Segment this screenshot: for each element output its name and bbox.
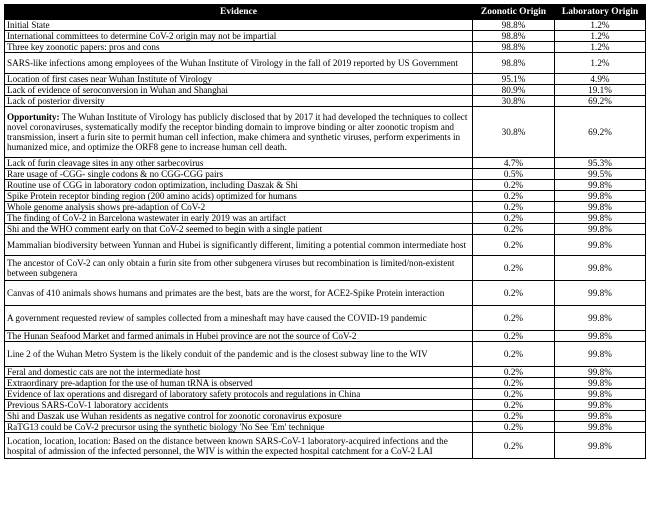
table-row xyxy=(5,169,646,180)
evidence-table xyxy=(4,4,646,459)
zoonotic-origin-column-header: Zoonotic Origin xyxy=(473,5,555,20)
laboratory-origin-cell: 99.8% xyxy=(555,331,646,342)
zoonotic-origin-cell: 0.2% xyxy=(473,378,555,389)
evidence-cell-text: Initial State xyxy=(7,20,50,30)
evidence-cell xyxy=(5,53,473,74)
laboratory-origin-cell: 1.2% xyxy=(555,20,646,31)
zoonotic-origin-cell: 4.7% xyxy=(473,158,555,169)
evidence-cell-text: A government requested review of samples collected from a mineshaft may have caused the COVID-19 pandemic xyxy=(7,313,427,323)
table-row xyxy=(5,224,646,235)
evidence-cell xyxy=(5,342,473,367)
table-row xyxy=(5,281,646,306)
zoonotic-origin-cell: 98.8% xyxy=(473,20,555,31)
evidence-cell-text: Rare usage of -CGG- single codons & no CGG-CGG pairs xyxy=(7,169,224,179)
zoonotic-origin-cell: 0.2% xyxy=(473,400,555,411)
table-row xyxy=(5,96,646,107)
zoonotic-origin-cell: 80.9% xyxy=(473,85,555,96)
evidence-cell xyxy=(5,158,473,169)
zoonotic-origin-cell: 0.2% xyxy=(473,191,555,202)
evidence-cell-text: The ancestor of CoV-2 can only obtain a furin site from other subgenera viruses but recombination is limited/non-existent between subgenera xyxy=(7,258,455,278)
zoonotic-origin-cell: 30.8% xyxy=(473,96,555,107)
evidence-cell xyxy=(5,96,473,107)
laboratory-origin-cell: 99.8% xyxy=(555,256,646,281)
evidence-cell xyxy=(5,411,473,422)
table-row xyxy=(5,158,646,169)
zoonotic-origin-cell: 0.2% xyxy=(473,213,555,224)
zoonotic-origin-cell: 0.2% xyxy=(473,367,555,378)
table-row xyxy=(5,20,646,31)
laboratory-origin-cell: 99.8% xyxy=(555,191,646,202)
laboratory-origin-cell: 1.2% xyxy=(555,31,646,42)
zoonotic-origin-cell: 98.8% xyxy=(473,53,555,74)
zoonotic-origin-cell: 0.2% xyxy=(473,306,555,331)
evidence-cell xyxy=(5,224,473,235)
evidence-cell xyxy=(5,306,473,331)
laboratory-origin-cell: 99.8% xyxy=(555,224,646,235)
zoonotic-origin-cell: 0.2% xyxy=(473,433,555,459)
evidence-cell-text: Shi and Daszak use Wuhan residents as negative control for zoonotic coronavirus exposure xyxy=(7,411,342,421)
laboratory-origin-cell: 99.8% xyxy=(555,389,646,400)
table-row xyxy=(5,411,646,422)
table-row xyxy=(5,107,646,158)
laboratory-origin-cell: 99.8% xyxy=(555,422,646,433)
table-header-row xyxy=(5,5,646,20)
table-row xyxy=(5,433,646,459)
evidence-cell-text: Previous SARS-CoV-1 laboratory accidents xyxy=(7,400,169,410)
table-row xyxy=(5,422,646,433)
zoonotic-origin-cell: 0.2% xyxy=(473,256,555,281)
evidence-cell-text: SARS-like infections among employees of the Wuhan Institute of Virology in the fall of 2019 reported by US Government xyxy=(7,58,458,68)
table-row xyxy=(5,331,646,342)
evidence-table-container xyxy=(4,4,645,459)
table-row xyxy=(5,378,646,389)
laboratory-origin-cell: 99.8% xyxy=(555,306,646,331)
evidence-cell xyxy=(5,42,473,53)
evidence-cell-text: Evidence of lax operations and disregard of laboratory safety protocols and regulations in China xyxy=(7,389,361,399)
laboratory-origin-cell: 99.8% xyxy=(555,281,646,306)
laboratory-origin-cell: 99.8% xyxy=(555,180,646,191)
evidence-cell xyxy=(5,191,473,202)
laboratory-origin-cell: 99.8% xyxy=(555,411,646,422)
zoonotic-origin-cell: 0.2% xyxy=(473,411,555,422)
evidence-column-header: Evidence xyxy=(5,5,473,20)
zoonotic-origin-cell: 0.2% xyxy=(473,422,555,433)
laboratory-origin-cell: 19.1% xyxy=(555,85,646,96)
table-row xyxy=(5,342,646,367)
evidence-cell-text: The finding of CoV-2 in Barcelona wastewater in early 2019 was an artifact xyxy=(7,213,286,223)
evidence-cell xyxy=(5,256,473,281)
zoonotic-origin-cell: 0.5% xyxy=(473,169,555,180)
zoonotic-origin-cell: 0.2% xyxy=(473,331,555,342)
table-row xyxy=(5,74,646,85)
zoonotic-origin-cell: 95.1% xyxy=(473,74,555,85)
laboratory-origin-cell: 99.8% xyxy=(555,202,646,213)
zoonotic-origin-cell: 98.8% xyxy=(473,42,555,53)
evidence-cell-text: Location of first cases near Wuhan Institute of Virology xyxy=(7,74,212,84)
evidence-cell-text: Line 2 of the Wuhan Metro System is the likely conduit of the pandemic and is the closest subway line to the WIV xyxy=(7,349,428,359)
evidence-cell xyxy=(5,281,473,306)
evidence-cell xyxy=(5,235,473,256)
table-row xyxy=(5,306,646,331)
zoonotic-origin-cell: 0.2% xyxy=(473,180,555,191)
evidence-cell-text: The Wuhan Institute of Virology has publicly disclosed that by 2017 it had developed the techniques to collect novel coronaviruses, systematically modify the receptor binding domain to improve binding or alter zoonotic tropism and transmission, insert a furin site to permit human cell infection, make chimera and synthetic viruses, perform experiments in humanized mice, and optimize the ORF8 gene to increase human cell death. xyxy=(7,112,468,152)
evidence-cell xyxy=(5,213,473,224)
laboratory-origin-cell: 95.3% xyxy=(555,158,646,169)
laboratory-origin-cell: 1.2% xyxy=(555,53,646,74)
evidence-cell-text: International committees to determine CoV-2 origin may not be impartial xyxy=(7,31,277,41)
zoonotic-origin-cell: 0.2% xyxy=(473,342,555,367)
laboratory-origin-cell: 99.5% xyxy=(555,169,646,180)
laboratory-origin-cell: 4.9% xyxy=(555,74,646,85)
evidence-cell xyxy=(5,422,473,433)
laboratory-origin-cell: 99.8% xyxy=(555,213,646,224)
evidence-cell-text: Routine use of CGG in laboratory codon optimization, including Daszak & Shi xyxy=(7,180,298,190)
evidence-cell-text: Canvas of 410 animals shows humans and primates are the best, bats are the worst, for ACE2-Spike Protein interaction xyxy=(7,288,445,298)
table-row xyxy=(5,213,646,224)
table-row xyxy=(5,400,646,411)
evidence-cell xyxy=(5,85,473,96)
table-row xyxy=(5,202,646,213)
evidence-cell-text: Extraordinary pre-adaption for the use of human tRNA is observed xyxy=(7,378,253,388)
laboratory-origin-cell: 1.2% xyxy=(555,42,646,53)
evidence-cell xyxy=(5,202,473,213)
table-row xyxy=(5,31,646,42)
evidence-cell-text: Lack of evidence of seroconversion in Wuhan and Shanghai xyxy=(7,85,228,95)
evidence-cell-text: Shi and the WHO comment early on that CoV-2 seemed to begin with a single patient xyxy=(7,224,323,234)
evidence-cell xyxy=(5,433,473,459)
evidence-cell xyxy=(5,378,473,389)
laboratory-origin-cell: 69.2% xyxy=(555,107,646,158)
evidence-cell-text: Mammalian biodiversity between Yunnan and Hubei is significantly different, limiting a potential common intermediate host xyxy=(7,240,467,250)
laboratory-origin-cell: 99.8% xyxy=(555,235,646,256)
zoonotic-origin-cell: 0.2% xyxy=(473,389,555,400)
evidence-cell-text: Whole genome analysis shows pre-adaption of CoV-2 xyxy=(7,202,206,212)
laboratory-origin-cell: 69.2% xyxy=(555,96,646,107)
table-row xyxy=(5,42,646,53)
table-row xyxy=(5,389,646,400)
laboratory-origin-cell: 99.8% xyxy=(555,367,646,378)
zoonotic-origin-cell: 0.2% xyxy=(473,202,555,213)
evidence-cell xyxy=(5,20,473,31)
table-row xyxy=(5,235,646,256)
table-row xyxy=(5,367,646,378)
table-row xyxy=(5,180,646,191)
evidence-cell xyxy=(5,331,473,342)
laboratory-origin-cell: 99.8% xyxy=(555,400,646,411)
evidence-cell-text: Spike Protein receptor binding region (200 amino acids) optimized for humans xyxy=(7,191,297,201)
evidence-cell-text: RaTG13 could be CoV-2 precursor using the synthetic biology 'No See 'Em' technique xyxy=(7,422,325,432)
zoonotic-origin-cell: 0.2% xyxy=(473,281,555,306)
evidence-cell-bold-lead: Opportunity: xyxy=(7,112,60,122)
zoonotic-origin-cell: 0.2% xyxy=(473,224,555,235)
laboratory-origin-column-header: Laboratory Origin xyxy=(555,5,646,20)
evidence-cell xyxy=(5,400,473,411)
table-row xyxy=(5,191,646,202)
evidence-cell-text: Lack of posterior diversity xyxy=(7,96,105,106)
table-row xyxy=(5,53,646,74)
evidence-cell xyxy=(5,74,473,85)
laboratory-origin-cell: 99.8% xyxy=(555,433,646,459)
evidence-cell-text: The Hunan Seafood Market and farmed animals in Hubei province are not the source of CoV-2 xyxy=(7,331,357,341)
evidence-cell-text: Three key zoonotic papers: pros and cons xyxy=(7,42,160,52)
zoonotic-origin-cell: 98.8% xyxy=(473,31,555,42)
evidence-cell xyxy=(5,180,473,191)
laboratory-origin-cell: 99.8% xyxy=(555,378,646,389)
evidence-cell-text: Lack of furin cleavage sites in any other sarbecovirus xyxy=(7,158,204,168)
evidence-cell-text: Location, location, location: Based on the distance between known SARS-CoV-1 laboratory-acquired infections and the hospital of admission of the infected personnel, the WIV is within the expected hospital catchment for a CoV-2 LAI xyxy=(7,435,448,456)
evidence-cell xyxy=(5,389,473,400)
zoonotic-origin-cell: 0.2% xyxy=(473,235,555,256)
evidence-cell xyxy=(5,169,473,180)
table-row xyxy=(5,85,646,96)
evidence-cell-text: Feral and domestic cats are not the intermediate host xyxy=(7,367,201,377)
evidence-cell xyxy=(5,367,473,378)
zoonotic-origin-cell: 30.8% xyxy=(473,107,555,158)
evidence-cell xyxy=(5,31,473,42)
laboratory-origin-cell: 99.8% xyxy=(555,342,646,367)
table-row xyxy=(5,256,646,281)
evidence-cell xyxy=(5,107,473,158)
table-body xyxy=(5,20,646,459)
